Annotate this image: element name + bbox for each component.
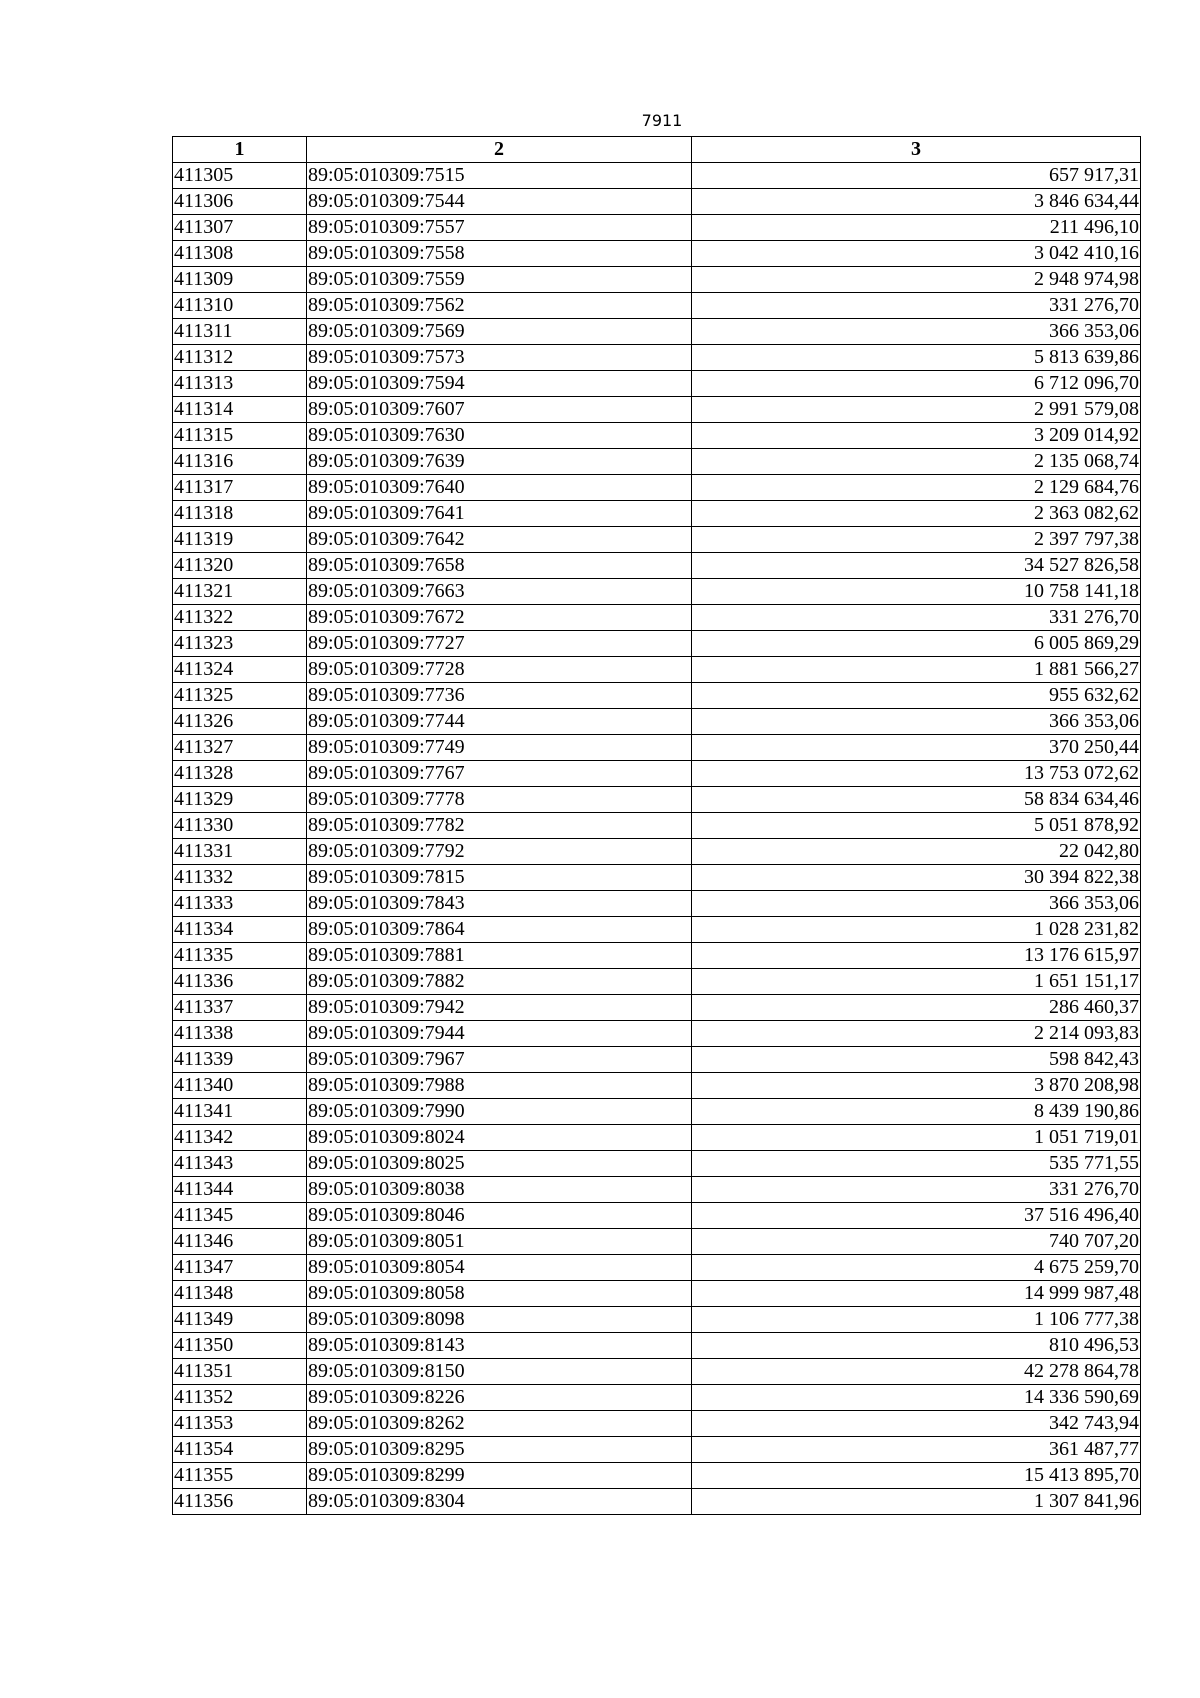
table-row xyxy=(173,293,1141,319)
column-header-3: 3 xyxy=(692,137,1141,163)
cadastral-number-cell: 89:05:010309:7881 xyxy=(307,943,692,969)
cadastral-number-cell: 89:05:010309:7744 xyxy=(307,709,692,735)
table-row xyxy=(173,683,1141,709)
row-number-cell: 411320 xyxy=(173,553,307,579)
table-row xyxy=(173,1359,1141,1385)
cadastral-value-cell: 13 176 615,97 xyxy=(692,943,1141,969)
cadastral-value-cell: 342 743,94 xyxy=(692,1411,1141,1437)
table-row xyxy=(173,813,1141,839)
cadastral-number-cell: 89:05:010309:7562 xyxy=(307,293,692,319)
row-number-cell: 411354 xyxy=(173,1437,307,1463)
row-number-cell: 411342 xyxy=(173,1125,307,1151)
cadastral-number-cell: 89:05:010309:8304 xyxy=(307,1489,692,1515)
row-number-cell: 411327 xyxy=(173,735,307,761)
cadastral-number-cell: 89:05:010309:8295 xyxy=(307,1437,692,1463)
row-number-cell: 411324 xyxy=(173,657,307,683)
row-number-cell: 411346 xyxy=(173,1229,307,1255)
cadastral-value-cell: 58 834 634,46 xyxy=(692,787,1141,813)
row-number-cell: 411310 xyxy=(173,293,307,319)
cadastral-value-cell: 331 276,70 xyxy=(692,293,1141,319)
cadastral-value-cell: 2 397 797,38 xyxy=(692,527,1141,553)
cadastral-value-cell: 1 051 719,01 xyxy=(692,1125,1141,1151)
cadastral-number-cell: 89:05:010309:8299 xyxy=(307,1463,692,1489)
cadastral-value-cell: 13 753 072,62 xyxy=(692,761,1141,787)
table-row xyxy=(173,1177,1141,1203)
cadastral-value-cell: 10 758 141,18 xyxy=(692,579,1141,605)
table-row xyxy=(173,1489,1141,1515)
cadastral-value-cell: 2 135 068,74 xyxy=(692,449,1141,475)
row-number-cell: 411325 xyxy=(173,683,307,709)
cadastral-value-cell: 3 209 014,92 xyxy=(692,423,1141,449)
row-number-cell: 411315 xyxy=(173,423,307,449)
row-number-cell: 411328 xyxy=(173,761,307,787)
cadastral-number-cell: 89:05:010309:8038 xyxy=(307,1177,692,1203)
cadastral-number-cell: 89:05:010309:8054 xyxy=(307,1255,692,1281)
cadastral-number-cell: 89:05:010309:7815 xyxy=(307,865,692,891)
table-row xyxy=(173,1151,1141,1177)
cadastral-number-cell: 89:05:010309:8046 xyxy=(307,1203,692,1229)
cadastral-number-cell: 89:05:010309:7642 xyxy=(307,527,692,553)
cadastral-number-cell: 89:05:010309:7792 xyxy=(307,839,692,865)
cadastral-number-cell: 89:05:010309:8058 xyxy=(307,1281,692,1307)
table-row xyxy=(173,1385,1141,1411)
cadastral-value-cell: 14 999 987,48 xyxy=(692,1281,1141,1307)
table-row xyxy=(173,1073,1141,1099)
cadastral-value-cell: 30 394 822,38 xyxy=(692,865,1141,891)
cadastral-value-cell: 4 675 259,70 xyxy=(692,1255,1141,1281)
table-row xyxy=(173,215,1141,241)
cadastral-number-cell: 89:05:010309:8024 xyxy=(307,1125,692,1151)
cadastral-value-cell: 1 106 777,38 xyxy=(692,1307,1141,1333)
column-header-1: 1 xyxy=(173,137,307,163)
cadastral-value-cell: 6 005 869,29 xyxy=(692,631,1141,657)
table-row xyxy=(173,1281,1141,1307)
row-number-cell: 411340 xyxy=(173,1073,307,1099)
row-number-cell: 411318 xyxy=(173,501,307,527)
cadastral-number-cell: 89:05:010309:7736 xyxy=(307,683,692,709)
cadastral-value-cell: 22 042,80 xyxy=(692,839,1141,865)
row-number-cell: 411321 xyxy=(173,579,307,605)
table-row xyxy=(173,1099,1141,1125)
cadastral-number-cell: 89:05:010309:7544 xyxy=(307,189,692,215)
row-number-cell: 411353 xyxy=(173,1411,307,1437)
cadastral-number-cell: 89:05:010309:7990 xyxy=(307,1099,692,1125)
row-number-cell: 411311 xyxy=(173,319,307,345)
column-header-2: 2 xyxy=(307,137,692,163)
table-row xyxy=(173,761,1141,787)
cadastral-number-cell: 89:05:010309:7594 xyxy=(307,371,692,397)
cadastral-value-cell: 14 336 590,69 xyxy=(692,1385,1141,1411)
row-number-cell: 411336 xyxy=(173,969,307,995)
cadastral-value-cell: 657 917,31 xyxy=(692,163,1141,189)
table-row xyxy=(173,475,1141,501)
cadastral-value-cell: 3 846 634,44 xyxy=(692,189,1141,215)
table-row xyxy=(173,891,1141,917)
row-number-cell: 411323 xyxy=(173,631,307,657)
row-number-cell: 411309 xyxy=(173,267,307,293)
table-row xyxy=(173,553,1141,579)
table-row xyxy=(173,1021,1141,1047)
cadastral-value-cell: 2 129 684,76 xyxy=(692,475,1141,501)
cadastral-number-cell: 89:05:010309:7558 xyxy=(307,241,692,267)
table-row xyxy=(173,371,1141,397)
row-number-cell: 411334 xyxy=(173,917,307,943)
cadastral-value-cell: 6 712 096,70 xyxy=(692,371,1141,397)
cadastral-number-cell: 89:05:010309:7843 xyxy=(307,891,692,917)
cadastral-number-cell: 89:05:010309:7727 xyxy=(307,631,692,657)
table-row xyxy=(173,631,1141,657)
cadastral-value-cell: 2 363 082,62 xyxy=(692,501,1141,527)
cadastral-number-cell: 89:05:010309:7559 xyxy=(307,267,692,293)
cadastral-value-cell: 2 948 974,98 xyxy=(692,267,1141,293)
cadastral-value-cell: 2 991 579,08 xyxy=(692,397,1141,423)
row-number-cell: 411356 xyxy=(173,1489,307,1515)
table-row xyxy=(173,1463,1141,1489)
row-number-cell: 411305 xyxy=(173,163,307,189)
cadastral-value-cell: 366 353,06 xyxy=(692,891,1141,917)
row-number-cell: 411351 xyxy=(173,1359,307,1385)
table-row xyxy=(173,1333,1141,1359)
row-number-cell: 411308 xyxy=(173,241,307,267)
row-number-cell: 411333 xyxy=(173,891,307,917)
cadastral-number-cell: 89:05:010309:7515 xyxy=(307,163,692,189)
table-row xyxy=(173,969,1141,995)
row-number-cell: 411350 xyxy=(173,1333,307,1359)
row-number-cell: 411348 xyxy=(173,1281,307,1307)
cadastral-value-cell: 2 214 093,83 xyxy=(692,1021,1141,1047)
table-row xyxy=(173,189,1141,215)
table-row xyxy=(173,449,1141,475)
table-row xyxy=(173,839,1141,865)
row-number-cell: 411339 xyxy=(173,1047,307,1073)
table-row xyxy=(173,267,1141,293)
cadastral-number-cell: 89:05:010309:7663 xyxy=(307,579,692,605)
cadastral-number-cell: 89:05:010309:8051 xyxy=(307,1229,692,1255)
table-row xyxy=(173,1437,1141,1463)
cadastral-number-cell: 89:05:010309:8150 xyxy=(307,1359,692,1385)
table-row xyxy=(173,319,1141,345)
cadastral-number-cell: 89:05:010309:7557 xyxy=(307,215,692,241)
table-row xyxy=(173,709,1141,735)
table-header-row xyxy=(173,137,1141,163)
table-row xyxy=(173,397,1141,423)
table-row xyxy=(173,917,1141,943)
row-number-cell: 411335 xyxy=(173,943,307,969)
cadastral-value-cell: 8 439 190,86 xyxy=(692,1099,1141,1125)
cadastral-value-cell: 370 250,44 xyxy=(692,735,1141,761)
cadastral-number-cell: 89:05:010309:7639 xyxy=(307,449,692,475)
cadastral-number-cell: 89:05:010309:8262 xyxy=(307,1411,692,1437)
row-number-cell: 411313 xyxy=(173,371,307,397)
cadastral-value-cell: 42 278 864,78 xyxy=(692,1359,1141,1385)
row-number-cell: 411319 xyxy=(173,527,307,553)
cadastral-number-cell: 89:05:010309:7767 xyxy=(307,761,692,787)
table-row xyxy=(173,1411,1141,1437)
cadastral-value-cell: 740 707,20 xyxy=(692,1229,1141,1255)
table-body xyxy=(173,163,1141,1515)
table-row xyxy=(173,241,1141,267)
cadastral-value-cell: 37 516 496,40 xyxy=(692,1203,1141,1229)
page-number: 7911 xyxy=(641,111,683,130)
cadastral-value-cell: 535 771,55 xyxy=(692,1151,1141,1177)
row-number-cell: 411326 xyxy=(173,709,307,735)
row-number-cell: 411332 xyxy=(173,865,307,891)
row-number-cell: 411331 xyxy=(173,839,307,865)
cadastral-value-cell: 5 051 878,92 xyxy=(692,813,1141,839)
cadastral-value-cell: 366 353,06 xyxy=(692,319,1141,345)
cadastral-number-cell: 89:05:010309:7944 xyxy=(307,1021,692,1047)
cadastral-value-cell: 15 413 895,70 xyxy=(692,1463,1141,1489)
table-row xyxy=(173,345,1141,371)
row-number-cell: 411347 xyxy=(173,1255,307,1281)
cadastral-value-cell: 3 042 410,16 xyxy=(692,241,1141,267)
table-row xyxy=(173,865,1141,891)
table-row xyxy=(173,1125,1141,1151)
row-number-cell: 411352 xyxy=(173,1385,307,1411)
cadastral-number-cell: 89:05:010309:7641 xyxy=(307,501,692,527)
cadastral-number-cell: 89:05:010309:8098 xyxy=(307,1307,692,1333)
cadastral-value-cell: 331 276,70 xyxy=(692,1177,1141,1203)
table-row xyxy=(173,657,1141,683)
cadastral-number-cell: 89:05:010309:8226 xyxy=(307,1385,692,1411)
table-row xyxy=(173,605,1141,631)
row-number-cell: 411330 xyxy=(173,813,307,839)
cadastral-number-cell: 89:05:010309:7782 xyxy=(307,813,692,839)
cadastral-number-cell: 89:05:010309:7607 xyxy=(307,397,692,423)
cadastral-number-cell: 89:05:010309:7640 xyxy=(307,475,692,501)
cadastral-number-cell: 89:05:010309:7864 xyxy=(307,917,692,943)
row-number-cell: 411341 xyxy=(173,1099,307,1125)
cadastral-value-cell: 810 496,53 xyxy=(692,1333,1141,1359)
cadastral-value-cell: 955 632,62 xyxy=(692,683,1141,709)
cadastral-value-table xyxy=(172,136,1141,1515)
cadastral-number-cell: 89:05:010309:7882 xyxy=(307,969,692,995)
row-number-cell: 411329 xyxy=(173,787,307,813)
cadastral-number-cell: 89:05:010309:8143 xyxy=(307,1333,692,1359)
table-row xyxy=(173,527,1141,553)
cadastral-number-cell: 89:05:010309:7658 xyxy=(307,553,692,579)
row-number-cell: 411312 xyxy=(173,345,307,371)
cadastral-number-cell: 89:05:010309:7573 xyxy=(307,345,692,371)
cadastral-value-cell: 1 651 151,17 xyxy=(692,969,1141,995)
cadastral-value-cell: 331 276,70 xyxy=(692,605,1141,631)
table-row xyxy=(173,1255,1141,1281)
cadastral-value-cell: 1 028 231,82 xyxy=(692,917,1141,943)
row-number-cell: 411345 xyxy=(173,1203,307,1229)
table-row xyxy=(173,1203,1141,1229)
cadastral-number-cell: 89:05:010309:7778 xyxy=(307,787,692,813)
cadastral-value-cell: 211 496,10 xyxy=(692,215,1141,241)
row-number-cell: 411338 xyxy=(173,1021,307,1047)
cadastral-number-cell: 89:05:010309:7630 xyxy=(307,423,692,449)
cadastral-value-cell: 286 460,37 xyxy=(692,995,1141,1021)
table-row xyxy=(173,787,1141,813)
row-number-cell: 411306 xyxy=(173,189,307,215)
table-row xyxy=(173,1047,1141,1073)
row-number-cell: 411349 xyxy=(173,1307,307,1333)
cadastral-value-cell: 1 881 566,27 xyxy=(692,657,1141,683)
cadastral-value-cell: 1 307 841,96 xyxy=(692,1489,1141,1515)
row-number-cell: 411355 xyxy=(173,1463,307,1489)
table-row xyxy=(173,1307,1141,1333)
table-row xyxy=(173,423,1141,449)
table-row xyxy=(173,735,1141,761)
row-number-cell: 411316 xyxy=(173,449,307,475)
table-row xyxy=(173,1229,1141,1255)
row-number-cell: 411317 xyxy=(173,475,307,501)
cadastral-number-cell: 89:05:010309:7988 xyxy=(307,1073,692,1099)
cadastral-number-cell: 89:05:010309:8025 xyxy=(307,1151,692,1177)
table-row xyxy=(173,501,1141,527)
cadastral-number-cell: 89:05:010309:7967 xyxy=(307,1047,692,1073)
table-row xyxy=(173,995,1141,1021)
cadastral-value-cell: 366 353,06 xyxy=(692,709,1141,735)
table-row xyxy=(173,943,1141,969)
cadastral-number-cell: 89:05:010309:7569 xyxy=(307,319,692,345)
row-number-cell: 411314 xyxy=(173,397,307,423)
cadastral-value-cell: 3 870 208,98 xyxy=(692,1073,1141,1099)
cadastral-number-cell: 89:05:010309:7728 xyxy=(307,657,692,683)
row-number-cell: 411307 xyxy=(173,215,307,241)
cadastral-number-cell: 89:05:010309:7749 xyxy=(307,735,692,761)
cadastral-number-cell: 89:05:010309:7942 xyxy=(307,995,692,1021)
row-number-cell: 411322 xyxy=(173,605,307,631)
cadastral-value-cell: 598 842,43 xyxy=(692,1047,1141,1073)
row-number-cell: 411343 xyxy=(173,1151,307,1177)
row-number-cell: 411344 xyxy=(173,1177,307,1203)
cadastral-number-cell: 89:05:010309:7672 xyxy=(307,605,692,631)
table-row xyxy=(173,579,1141,605)
cadastral-value-cell: 34 527 826,58 xyxy=(692,553,1141,579)
cadastral-value-cell: 5 813 639,86 xyxy=(692,345,1141,371)
cadastral-value-cell: 361 487,77 xyxy=(692,1437,1141,1463)
row-number-cell: 411337 xyxy=(173,995,307,1021)
table-row xyxy=(173,163,1141,189)
